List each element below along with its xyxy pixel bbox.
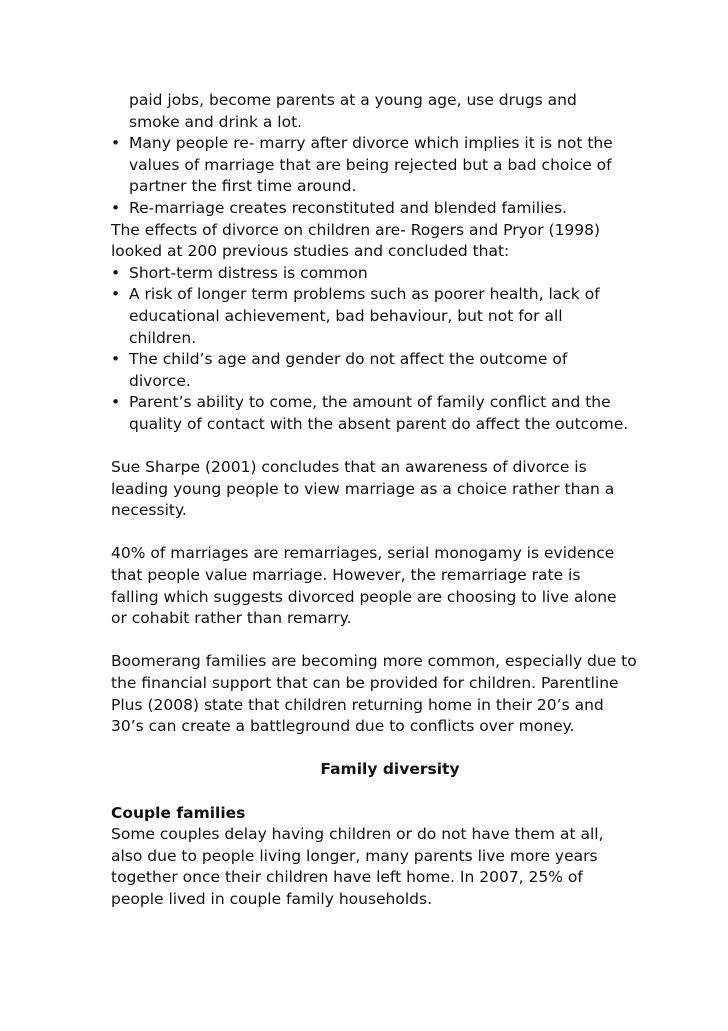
bullet-text-line: divorce. bbox=[129, 371, 191, 390]
bullet-item-distress bbox=[111, 263, 631, 285]
bullet-text: A risk of longer term problems such as poorer health, lack of bbox=[129, 285, 600, 304]
paragraph-spacer bbox=[111, 630, 631, 652]
paragraph-line: 30’s can create a battleground due to conflicts over money. bbox=[111, 717, 575, 736]
paragraph-line: Boomerang families are becoming more common, especially due to bbox=[111, 652, 637, 671]
paragraph-spacer bbox=[111, 522, 631, 544]
paragraph-line: leading young people to view marriage as a choice rather than a bbox=[111, 479, 615, 498]
paragraph-line: 40% of marriages are remarriages, serial monogamy is evidence bbox=[111, 544, 615, 563]
paragraph-line: also due to people living longer, many parents live more years bbox=[111, 846, 598, 865]
paragraph-line: Plus (2008) state that children returning home in their 20’s and bbox=[111, 695, 604, 714]
bullet-text: Many people re- marry after divorce which implies it is not the bbox=[129, 134, 613, 153]
paragraph-spacer bbox=[111, 436, 631, 458]
bullet-text: Re-marriage creates reconstituted and blended families. bbox=[129, 198, 567, 217]
bullet-continuation-line: smoke and drink a lot. bbox=[129, 112, 303, 131]
bullet-item-remarry bbox=[111, 133, 631, 155]
bullet-item-reconstituted bbox=[111, 198, 631, 220]
paragraph-line: that people value marriage. However, the remarriage rate is bbox=[111, 566, 581, 585]
paragraph-spacer bbox=[111, 781, 631, 803]
bullet-text-line: educational achievement, bad behaviour, but not for all bbox=[129, 306, 563, 325]
bullet-item-age-gender bbox=[111, 349, 631, 371]
document-page bbox=[111, 90, 637, 911]
paragraph-line: looked at 200 previous studies and concluded that: bbox=[111, 242, 510, 261]
paragraph-line: Some couples delay having children or do not have them at all, bbox=[111, 825, 604, 844]
bullet-item-parent-ability bbox=[111, 392, 631, 414]
paragraph-line: The effects of divorce on children are- Rogers and Pryor (1998) bbox=[111, 220, 601, 239]
paragraph-line: Sue Sharpe (2001) concludes that an awareness of divorce is bbox=[111, 458, 587, 477]
bullet-continuation-line: paid jobs, become parents at a young age, use drugs and bbox=[129, 91, 577, 109]
bullet-text-line: quality of contact with the absent parent do affect the outcome. bbox=[129, 414, 629, 433]
section-heading-family-diversity: Family diversity bbox=[320, 760, 460, 779]
bullet-icon: • bbox=[111, 393, 121, 412]
subheading-couple-families: Couple families bbox=[111, 803, 246, 822]
bullet-text-line: children. bbox=[129, 328, 197, 347]
bullet-text-line: partner the first time around. bbox=[129, 177, 357, 196]
paragraph-line: together once their children have left home. In 2007, 25% of bbox=[111, 868, 583, 887]
bullet-text-line: values of marriage that are being rejected but a bad choice of bbox=[129, 155, 612, 174]
bullet-text: Parent’s ability to come, the amount of family conflict and the bbox=[129, 393, 611, 412]
bullet-icon: • bbox=[111, 134, 121, 153]
paragraph-line: people lived in couple family households. bbox=[111, 889, 433, 908]
paragraph-line: or cohabit rather than remarry. bbox=[111, 609, 352, 628]
bullet-icon: • bbox=[111, 198, 121, 217]
bullet-icon: • bbox=[111, 263, 121, 282]
bullet-text: The child’s age and gender do not affect the outcome of bbox=[129, 350, 568, 369]
paragraph-line: falling which suggests divorced people are choosing to live alone bbox=[111, 587, 617, 606]
paragraph-spacer bbox=[111, 738, 631, 760]
bullet-text: Short-term distress is common bbox=[129, 263, 368, 282]
bullet-icon: • bbox=[111, 285, 121, 304]
bullet-icon: • bbox=[111, 350, 121, 369]
paragraph-line: the financial support that can be provided for children. Parentline bbox=[111, 674, 619, 693]
paragraph-line: necessity. bbox=[111, 501, 187, 520]
bullet-item-risk bbox=[111, 284, 631, 306]
